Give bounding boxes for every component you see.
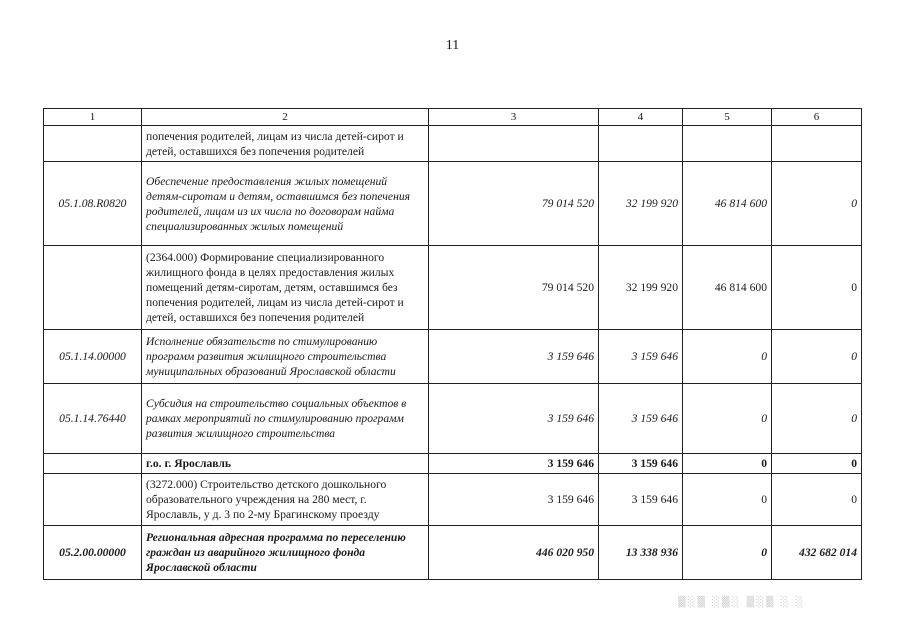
- value-cell: 79 014 520: [429, 246, 599, 330]
- value-cell: 0: [772, 330, 862, 384]
- value-cell: 32 199 920: [599, 246, 683, 330]
- value-cell: 3 159 646: [599, 454, 683, 474]
- value-cell: 0: [772, 162, 862, 246]
- name-cell: (3272.000) Строительство детского дошкольного образовательного учреждения на 280 мест, г. Ярославль, у д. 3 по 2-му Брагинскому проезду: [142, 474, 429, 526]
- table-row: [44, 526, 862, 580]
- header-cell: 2: [142, 109, 429, 126]
- value-cell: 0: [683, 526, 772, 580]
- code-cell: 05.1.14.00000: [44, 330, 142, 384]
- budget-table: [43, 108, 862, 580]
- code-cell: 05.2.00.00000: [44, 526, 142, 580]
- table-row: [44, 126, 862, 162]
- name-cell: Исполнение обязательств по стимулированию программ развития жилищного строительства муниципальных образований Ярославской области: [142, 330, 429, 384]
- value-cell: [599, 126, 683, 162]
- value-cell: 3 159 646: [599, 330, 683, 384]
- value-cell: 0: [772, 474, 862, 526]
- name-cell: попечения родителей, лицам из числа детей-сирот и детей, оставшихся без попечения родителей: [142, 126, 429, 162]
- value-cell: 3 159 646: [429, 384, 599, 454]
- header-cell: 1: [44, 109, 142, 126]
- value-cell: 0: [772, 454, 862, 474]
- header-cell: 4: [599, 109, 683, 126]
- value-cell: 3 159 646: [599, 384, 683, 454]
- value-cell: 446 020 950: [429, 526, 599, 580]
- faint-stamp-mark: ▒░▒ ░▒░ ▒░▒ ░ ░: [678, 597, 806, 608]
- value-cell: 3 159 646: [429, 454, 599, 474]
- value-cell: 46 814 600: [683, 162, 772, 246]
- value-cell: [772, 126, 862, 162]
- value-cell: 3 159 646: [429, 474, 599, 526]
- name-cell: Региональная адресная программа по переселению граждан из аварийного жилищного фонда Ярославской области: [142, 526, 429, 580]
- code-cell: [44, 246, 142, 330]
- value-cell: 0: [683, 384, 772, 454]
- code-cell: 05.1.14.76440: [44, 384, 142, 454]
- header-cell: 3: [429, 109, 599, 126]
- table-row: [44, 330, 862, 384]
- value-cell: 79 014 520: [429, 162, 599, 246]
- value-cell: 3 159 646: [599, 474, 683, 526]
- value-cell: 3 159 646: [429, 330, 599, 384]
- table-row: [44, 162, 862, 246]
- page-number: 11: [445, 38, 460, 53]
- value-cell: 0: [772, 246, 862, 330]
- value-cell: 46 814 600: [683, 246, 772, 330]
- name-cell: г.о. г. Ярославль: [142, 454, 429, 474]
- table-row: [44, 384, 862, 454]
- value-cell: 32 199 920: [599, 162, 683, 246]
- value-cell: 0: [683, 474, 772, 526]
- value-cell: 13 338 936: [599, 526, 683, 580]
- value-cell: [683, 126, 772, 162]
- code-cell: [44, 474, 142, 526]
- value-cell: [429, 126, 599, 162]
- table-row: [44, 246, 862, 330]
- table-row: [44, 474, 862, 526]
- code-cell: 05.1.08.R0820: [44, 162, 142, 246]
- header-cell: 5: [683, 109, 772, 126]
- table-row: [44, 454, 862, 474]
- name-cell: (2364.000) Формирование специализированного жилищного фонда в целях предоставления жилых помещений детям-сиротам, детям, оставшимся без попечения родителей, лицам из числа детей-сирот и детей, оставшихся без попечения родителей: [142, 246, 429, 330]
- code-cell: [44, 126, 142, 162]
- table-header-row: [44, 109, 862, 126]
- value-cell: 0: [772, 384, 862, 454]
- name-cell: Обеспечение предоставления жилых помещений детям-сиротам и детям, оставшимся без попечения родителей, лицам из их числа по договорам найма специализированных жилых помещений: [142, 162, 429, 246]
- code-cell: [44, 454, 142, 474]
- value-cell: 0: [683, 330, 772, 384]
- value-cell: 432 682 014: [772, 526, 862, 580]
- value-cell: 0: [683, 454, 772, 474]
- header-cell: 6: [772, 109, 862, 126]
- name-cell: Субсидия на строительство социальных объектов в рамках мероприятий по стимулированию программ развития жилищного строительства: [142, 384, 429, 454]
